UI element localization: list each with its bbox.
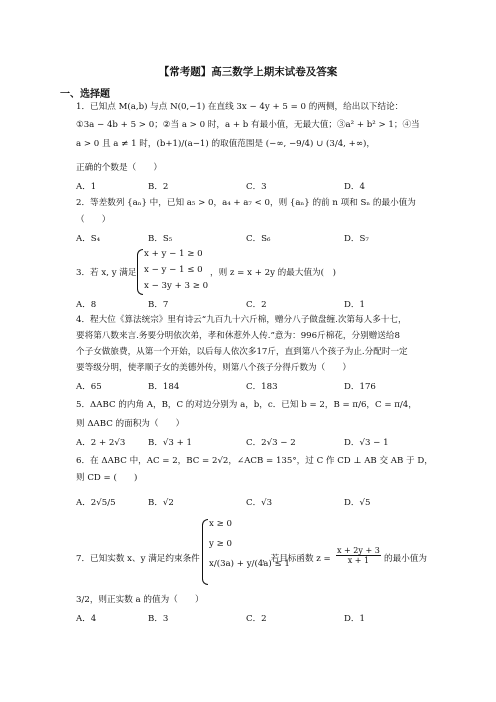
q4-option-c[interactable]: C．183 <box>246 382 278 392</box>
q6-line1: 6．在 ΔABC 中，AC = 2，BC = 2√2，∠ACB = 135°，过 C 作 CD ⊥ AB 交 AB 于 D， <box>76 456 433 466</box>
q7-constraint-2: y ≥ 0 <box>209 539 232 549</box>
q3-constraint-3: x − 3y + 3 ≥ 0 <box>144 281 209 291</box>
q7-suffix: 的最小值为 <box>384 554 427 564</box>
q4-option-d[interactable]: D．176 <box>344 382 376 392</box>
q4-line2: 要将第八数来言.务要分明依次弟，孝和休惹外人传.”意为：996斤棉花，分别赠送给8 <box>76 331 400 341</box>
q5-line2: 则 ΔABC 的面积为（ ） <box>76 419 185 429</box>
q1-option-c[interactable]: C．3 <box>246 182 267 192</box>
q1-line2: ①3a − 4b + 5 > 0；②当 a > 0 时，a + b 有最小值，无最大值；③a² + b² > 1；④当 <box>76 120 420 130</box>
q2-option-d[interactable]: D．S₇ <box>344 234 369 244</box>
q4-line3: 个子女做旅费，从第一个开始，以后每人依次多17斤，直到第八个孩子为止.分配时一定 <box>76 347 408 357</box>
q2-option-b[interactable]: B．S₅ <box>148 234 173 244</box>
q3-prefix: 3．若 x, y 满足 <box>76 268 137 278</box>
q2-options <box>76 232 436 244</box>
q7-constraint-3: x/(3a) + y/(4a) ≤ 1 <box>209 559 290 569</box>
q4-options <box>76 380 436 392</box>
page-title: 【常考题】高三数学上期末试卷及答案 <box>158 66 338 78</box>
q1-option-b[interactable]: B．2 <box>148 182 169 192</box>
q6-option-d[interactable]: D．√5 <box>344 498 371 508</box>
q7-fraction-numerator: x + 2y + 3 <box>337 546 380 555</box>
q3-option-d[interactable]: D．1 <box>344 300 365 310</box>
q7-middle: ，若目标函数 z = <box>262 554 331 564</box>
q3-suffix: ，则 z = x + 2y 的最大值为( ) <box>210 268 336 278</box>
q6-line2: 则 CD = ( ) <box>76 473 138 483</box>
q3-constraints <box>144 248 208 292</box>
q3-option-a[interactable]: A．8 <box>76 300 97 310</box>
q4-option-b[interactable]: B．184 <box>148 382 180 392</box>
q5-line1: 5．ΔABC 的内角 A，B，C 的对边分别为 a，b，c．已知 b = 2，B = π/6，C = π/4， <box>76 400 417 410</box>
q3-brace <box>137 249 143 295</box>
q7-option-a[interactable]: A．4 <box>76 614 97 624</box>
q1-line4: 正确的个数是（ ） <box>76 163 162 173</box>
q3-options <box>76 298 436 310</box>
q1-option-a[interactable]: A．1 <box>76 182 97 192</box>
q5-option-c[interactable]: C．2√3 − 2 <box>246 438 296 448</box>
q4-line1: 4．程大位《算法统宗》里有诗云“九百九十六斤棉，赠分八子做盘缠.次第每人多十七， <box>76 315 407 325</box>
q7-option-c[interactable]: C．2 <box>246 614 267 624</box>
q2-option-a[interactable]: A．S₄ <box>76 234 101 244</box>
q7-constraint-1: x ≥ 0 <box>209 519 232 529</box>
q7-option-b[interactable]: B．3 <box>148 614 169 624</box>
q2-option-c[interactable]: C．S₆ <box>246 234 271 244</box>
q4-option-a[interactable]: A．65 <box>76 382 102 392</box>
section-heading: 一、选择题 <box>60 89 110 100</box>
q6-options <box>76 496 436 508</box>
q2-line1: 2．等差数列 {aₙ} 中，已知 a₅ > 0，a₄ + a₇ < 0，则 {aₙ} 的前 n 项和 Sₙ 的最小值为 <box>76 198 416 208</box>
q1-line3: a > 0 且 a ≠ 1 时，(b+1)/(a−1) 的取值范围是 (−∞, −9/4) ∪ (3/4, +∞)， <box>76 139 375 149</box>
q6-option-c[interactable]: C．√3 <box>246 498 273 508</box>
q5-option-b[interactable]: B．√3 + 1 <box>148 438 192 448</box>
q5-option-d[interactable]: D．√3 − 1 <box>344 438 389 448</box>
q3-constraint-2: x − y − 1 ≤ 0 <box>144 265 203 275</box>
q7-fraction-denominator: x + 1 <box>347 556 370 565</box>
q1-option-d[interactable]: D．4 <box>344 182 365 192</box>
q3-option-b[interactable]: B．7 <box>148 300 169 310</box>
q3-constraint-1: x + y − 1 ≥ 0 <box>144 249 203 259</box>
q2-line2: （ ） <box>76 215 111 225</box>
q7-brace <box>202 519 208 585</box>
q5-option-a[interactable]: A．2 + 2√3 <box>76 438 126 448</box>
q3-option-c[interactable]: C．2 <box>246 300 267 310</box>
q4-line4: 要等级分明，使孝顺子女的美德外传，则第八个孩子分得斤数为（ ） <box>76 363 352 373</box>
q1-options <box>76 180 436 192</box>
q7-options <box>76 612 436 624</box>
q7-objective-fraction <box>336 546 381 565</box>
q5-options <box>76 436 436 448</box>
q1-line1: 1．已知点 M(a,b) 与点 N(0,−1) 在直线 3x − 4y + 5 = 0 的两侧，给出以下结论： <box>76 102 404 112</box>
q6-option-b[interactable]: B．√2 <box>148 498 174 508</box>
q6-option-a[interactable]: A．2√5/5 <box>76 498 116 508</box>
q7-line2: 3/2，则正实数 a 的值为（ ） <box>76 595 204 605</box>
q7-prefix: 7．已知实数 x、y 满足约束条件 <box>76 554 200 564</box>
q7-option-d[interactable]: D．1 <box>344 614 365 624</box>
